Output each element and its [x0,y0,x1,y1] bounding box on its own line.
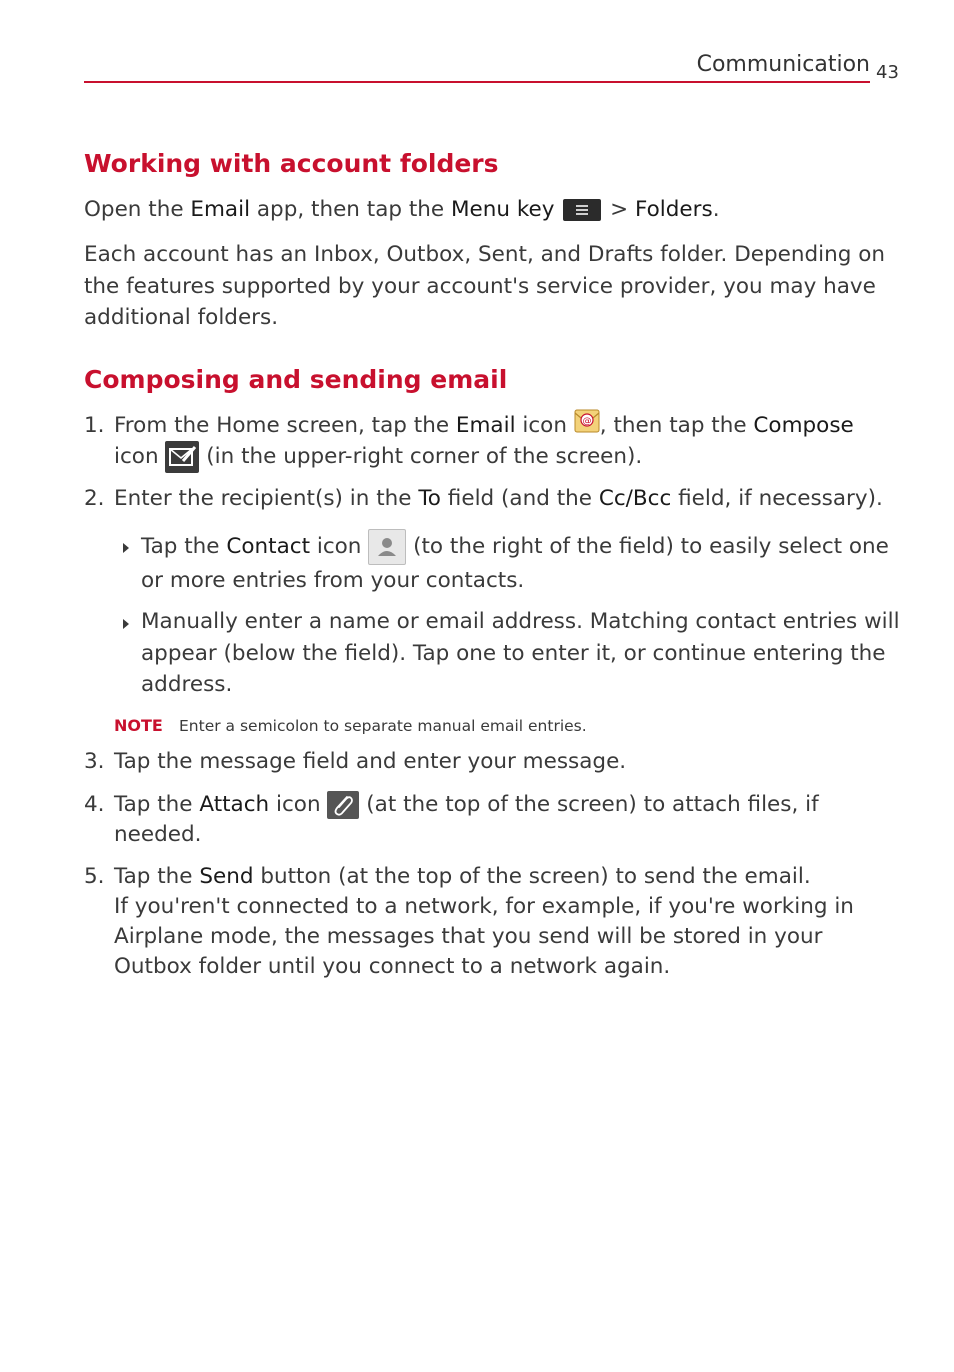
svg-text:@: @ [582,416,592,427]
page-number: 43 [876,62,899,83]
bullet-contact [141,529,889,597]
text: (to the right of the field) to easily select one [406,534,889,559]
text-line: Each account has an Inbox, Outbox, Sent, and Drafts folder. Depending on [84,242,886,267]
step-number: 2. [84,486,105,511]
menu-key-icon [563,199,601,221]
step-4 [114,790,884,850]
text: Tap the [114,864,200,889]
text-line: Manually enter a name or email address. Matching contact entries will [141,609,900,634]
step-number: 3. [84,749,105,774]
text-line: the features supported by your account's service provider, you may have [84,273,876,299]
compose-icon [165,441,199,473]
contact-icon [368,529,406,565]
email-app-icon [574,407,600,435]
term-email: Email [455,413,516,438]
attach-icon [327,791,359,819]
term-cc-bcc: Cc/Bcc [598,486,672,511]
text: > [603,197,636,222]
text: icon [515,413,574,438]
text-line: needed. [114,822,202,847]
text-line: additional folders. [84,305,279,330]
text: field (and the [440,486,599,511]
bullet-manual-entry [141,606,900,701]
text-line: Airplane mode, the messages that you send will be stored in your [114,924,823,949]
note-text: Enter a semicolon to separate manual email entries. [179,717,587,735]
term-email: Email [190,197,251,222]
text: Enter the recipient(s) in the [114,486,419,511]
text: icon [269,792,328,817]
text: Tap the [114,792,200,817]
text: app, then tap the [250,197,451,222]
paragraph-folders-info [84,239,886,334]
bullet-arrow-icon [121,607,133,637]
text: (at the top of the screen) to attach files, if [359,792,819,817]
bullet-arrow-icon [121,531,133,561]
text: , then tap the [599,413,754,438]
heading-composing-email: Composing and sending email [84,365,508,394]
text-line: appear (below the field). Tap one to enter it, or continue entering the [141,640,886,666]
term-folders: Folders [635,197,713,222]
text: Open the [84,197,191,222]
term-menu-key: Menu key [450,197,555,222]
note-label: NOTE [114,716,163,735]
text: field, if necessary). [671,486,883,511]
step-5 [114,862,884,982]
paragraph-open-folders [84,194,874,226]
text: icon [114,444,166,469]
running-header: Communication [696,52,870,77]
text: (in the upper-right corner of the screen). [199,444,643,469]
text: . [712,197,720,222]
text-line: address. [141,672,233,697]
term-to: To [418,486,441,511]
term-contact: Contact [226,534,311,559]
step-number: 1. [84,413,105,438]
text: Tap the [141,534,227,559]
text-line: Outbox folder until you connect to a network again. [114,954,671,979]
header-rule [84,81,870,83]
term-compose: Compose [753,413,854,438]
text-line: If you'ren't connected to a network, for example, if you're working in [114,894,854,919]
text: From the Home screen, tap the [114,413,456,438]
step-2 [114,484,884,514]
term-attach: Attach [199,792,270,817]
text: icon [310,534,369,559]
step-3: Tap the message field and enter your message. [114,749,627,774]
heading-account-folders: Working with account folders [84,149,499,178]
text-line: or more entries from your contacts. [141,568,525,593]
step-number: 4. [84,792,105,817]
text: button (at the top of the screen) to send the email. [253,864,811,889]
step-number: 5. [84,864,105,889]
term-send: Send [199,864,254,889]
step-1 [114,411,884,473]
